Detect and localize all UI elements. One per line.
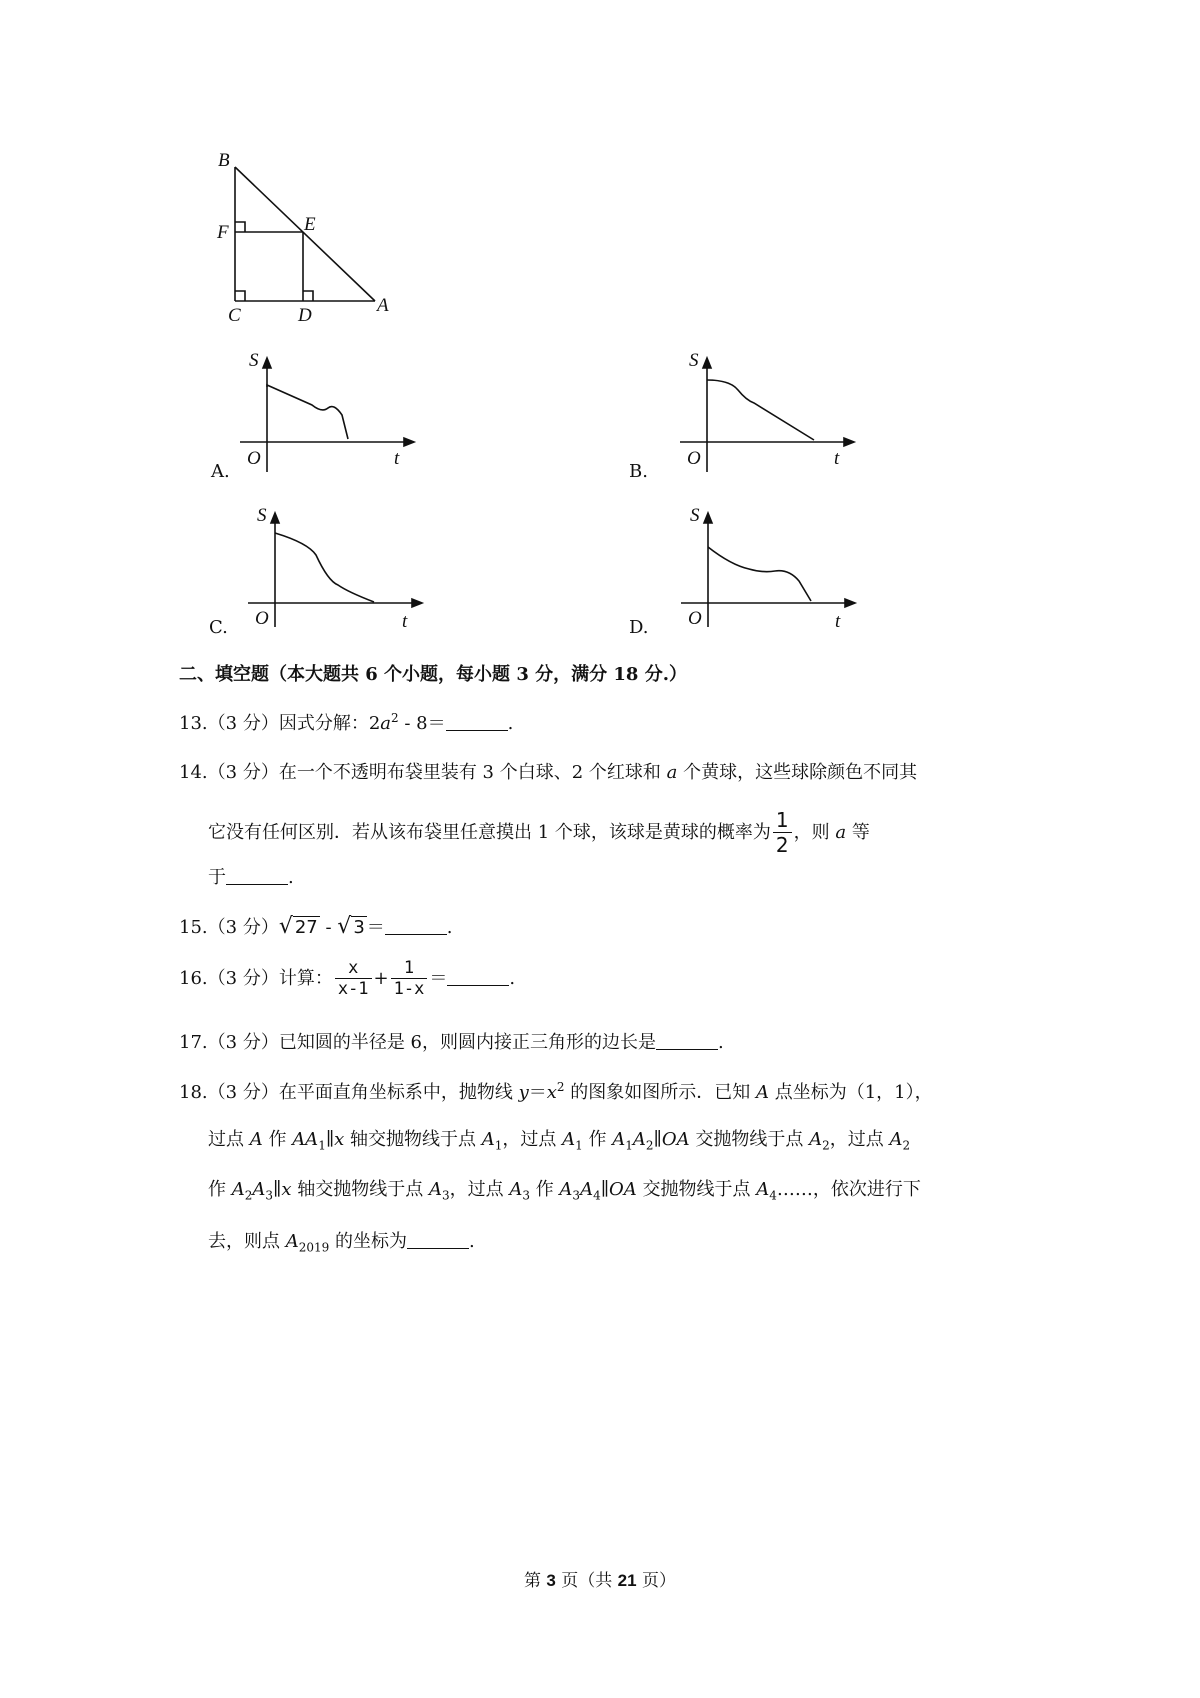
sqrt-3: √ 3 xyxy=(337,914,365,939)
question-15: 15.（3 分）√ 27 - √ 3 ＝ . xyxy=(179,914,453,939)
question-18-line-2: 过点 A 作 $AA_1\parallel x$ 轴交抛物线于点 $A_1$，过点 $A_1$ 作 $A_1A_2\parallel OA$ 交抛物线于点 $A_2$，过点 $A_2$ xyxy=(208,1129,911,1153)
axis-s-label: S xyxy=(257,505,267,526)
answer-blank[interactable] xyxy=(226,866,288,885)
graph-option-b xyxy=(670,350,870,475)
graph-option-d xyxy=(671,505,871,630)
axis-s-label: S xyxy=(249,350,259,371)
axis-t-label: t xyxy=(402,611,408,630)
question-16: 16.（3 分）计算： $\frac{x}{x-1}$ + $\frac{1}{1-x}$ ＝ . xyxy=(179,958,516,1000)
origin-label: O xyxy=(255,608,269,629)
option-c-label: C. xyxy=(209,617,228,638)
origin-label: O xyxy=(688,608,702,629)
answer-blank[interactable] xyxy=(656,1031,718,1050)
fraction-one-half: $\frac{1}{2}$ xyxy=(773,808,792,857)
axis-s-label: S xyxy=(690,505,700,526)
axis-s-label: S xyxy=(689,350,699,371)
page-total: 21 xyxy=(617,1571,637,1590)
option-d-label: D. xyxy=(629,617,649,638)
axis-t-label: t xyxy=(834,448,840,469)
vertex-label-e: E xyxy=(304,214,316,235)
question-17: 17.（3 分）已知圆的半径是 6，则圆内接正三角形的边长是 . xyxy=(179,1032,724,1053)
question-18-line-3: 作 $A_2A_3\parallel x$ 轴交抛物线于点 $A_3$，过点 $A_3$ 作 $A_3A_4\parallel OA$ 交抛物线于点 $A_4\dots\dots$，依次进行下 xyxy=(208,1179,921,1203)
fraction-1-over-1-minus-x: $\frac{1}{1-x}$ xyxy=(391,958,428,1000)
option-a-label: A. xyxy=(211,461,230,482)
vertex-label-c: C xyxy=(228,305,241,325)
vertex-label-f: F xyxy=(217,222,229,243)
fraction-x-over-x-minus-1: $\frac{x}{x-1}$ xyxy=(335,958,372,1000)
graph-option-c xyxy=(238,505,438,630)
question-18-line-4: 去，则点 $A_{2019}$ 的坐标为 . xyxy=(208,1231,475,1255)
question-14-line-3: 于 . xyxy=(208,867,294,888)
option-b-label: B. xyxy=(629,461,648,482)
vertex-label-b: B xyxy=(218,150,230,171)
origin-label: O xyxy=(247,448,261,469)
question-18-line-1: 18.（3 分）在平面直角坐标系中，抛物线 $y=x^2$ 的图象如图所示．已知 A 点坐标为（1，1）， xyxy=(179,1080,933,1103)
origin-label: O xyxy=(687,448,701,469)
answer-blank[interactable] xyxy=(447,967,509,986)
answer-blank[interactable] xyxy=(385,916,447,935)
axis-t-label: t xyxy=(394,448,400,469)
question-14-line-2: 它没有任何区别．若从该布袋里任意摸出 1 个球，该球是黄球的概率为 $\frac{1}{2}$ ，则 a 等 xyxy=(208,808,870,857)
question-13: 13.（3 分）因式分解：$2a^2 - 8=$ . xyxy=(179,711,514,734)
sqrt-27: √ 27 xyxy=(278,914,318,939)
page-footer: 第 3 页（共 21 页） xyxy=(523,1571,676,1591)
question-14-line-1: 14.（3 分）在一个不透明布袋里装有 3 个白球、2 个红球和 a 个黄球，这些球除颜色不同其 xyxy=(179,762,918,783)
graph-option-a xyxy=(230,350,430,475)
answer-blank[interactable] xyxy=(446,712,508,731)
vertex-label-d: D xyxy=(298,305,312,325)
vertex-label-a: A xyxy=(377,295,389,316)
page-number: 3 xyxy=(546,1571,556,1590)
triangle-figure xyxy=(200,150,430,325)
section-heading: 二、填空题（本大题共 6 个小题，每小题 3 分，满分 18 分.） xyxy=(179,664,687,685)
axis-t-label: t xyxy=(835,611,841,630)
answer-blank[interactable] xyxy=(407,1230,469,1249)
